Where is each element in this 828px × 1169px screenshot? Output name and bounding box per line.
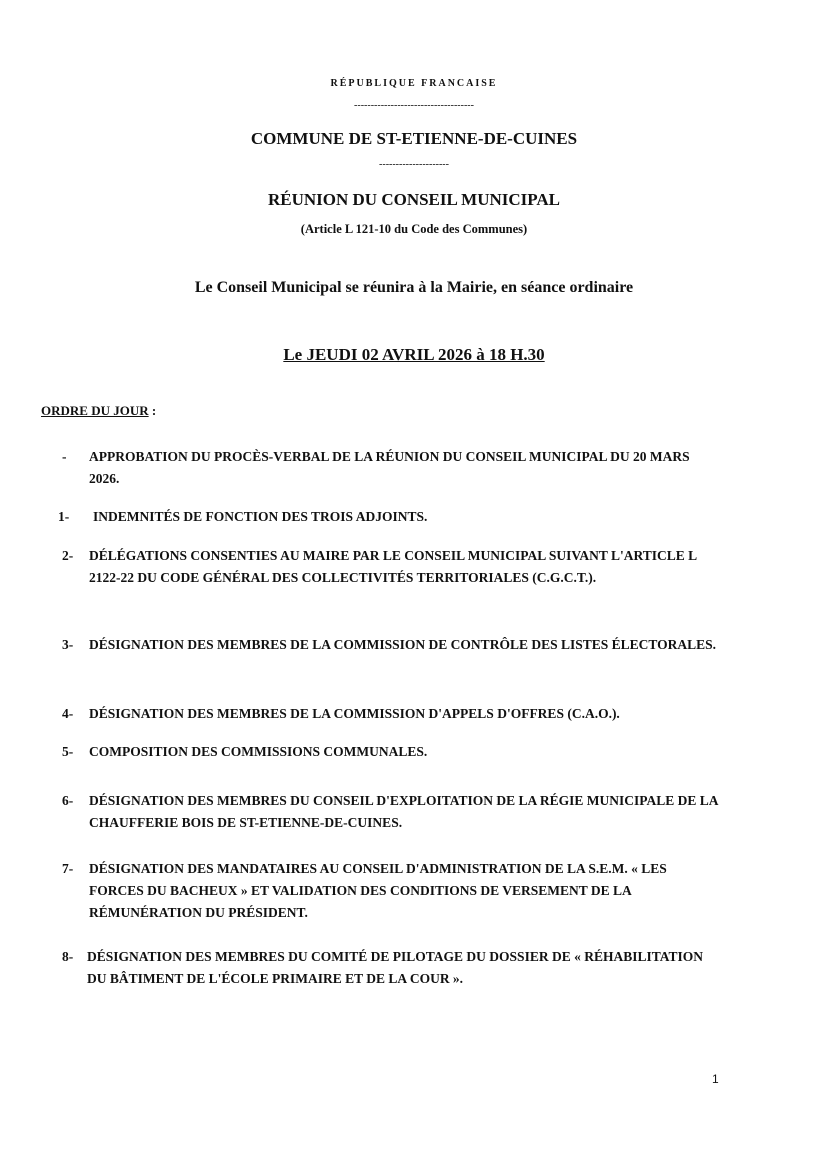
agenda-item-text: INDEMNITÉS DE FONCTION DES TROIS ADJOINTS. bbox=[93, 509, 428, 524]
meeting-announcement: Le Conseil Municipal se réunira à la Mairie, en séance ordinaire bbox=[194, 279, 634, 296]
agenda-item-number: - bbox=[62, 449, 67, 464]
agenda-item-text: DÉSIGNATION DES MEMBRES DE LA COMMISSION DE CONTRÔLE DES LISTES ÉLECTORALES. bbox=[89, 637, 717, 652]
legal-reference: (Article L 121-10 du Code des Communes) bbox=[300, 222, 528, 236]
agenda-item bbox=[62, 790, 722, 834]
agenda-item-number: 5- bbox=[62, 744, 74, 759]
agenda-item-text: APPROBATION DU PROCÈS-VERBAL DE LA RÉUNION DU CONSEIL MUNICIPAL DU 20 MARS 2026. bbox=[89, 449, 690, 486]
agenda-item bbox=[62, 703, 722, 725]
agenda-item bbox=[62, 634, 722, 656]
agenda-heading-colon: : bbox=[148, 403, 157, 418]
agenda-item-text: DÉLÉGATIONS CONSENTIES AU MAIRE PAR LE CONSEIL MUNICIPAL SUIVANT L'ARTICLE L 2122-22 DU CODE GÉNÉRAL DES COLLECTIVITÉS TERRITORIALES (C.G.C.T.). bbox=[89, 548, 697, 585]
meeting-date: Le JEUDI 02 AVRIL 2026 à 18 H.30 bbox=[283, 345, 545, 364]
agenda-heading-label: ORDRE DU JOUR bbox=[41, 403, 149, 418]
agenda-item-number: 6- bbox=[62, 793, 74, 808]
agenda-heading bbox=[41, 403, 156, 419]
page-number: 1 bbox=[712, 1072, 719, 1086]
agenda-item-number: 1- bbox=[58, 509, 70, 524]
agenda-item bbox=[62, 741, 722, 763]
agenda-item bbox=[62, 446, 722, 490]
agenda-item-number: 3- bbox=[62, 637, 74, 652]
commune-title: COMMUNE DE ST-ETIENNE-DE-CUINES bbox=[250, 129, 578, 148]
agenda-item-text: DÉSIGNATION DES MEMBRES DE LA COMMISSION D'APPELS D'OFFRES (C.A.O.). bbox=[89, 706, 620, 721]
agenda-item-number: 2- bbox=[62, 548, 74, 563]
agenda-item bbox=[58, 506, 722, 528]
agenda-item-text: COMPOSITION DES COMMISSIONS COMMUNALES. bbox=[89, 744, 428, 759]
agenda-item-number: 4- bbox=[62, 706, 74, 721]
agenda-item-number: 8- bbox=[62, 949, 74, 964]
agenda-item-text: DÉSIGNATION DES MANDATAIRES AU CONSEIL D'ADMINISTRATION DE LA S.E.M. « LES FORCES DU BACHEUX » ET VALIDATION DES CONDITIONS DE VERSEMENT DE LA RÉMUNÉRATION DU PRÉSIDENT. bbox=[89, 861, 667, 920]
separator-line-short: --------------------- bbox=[379, 159, 449, 170]
separator-line: ------------------------------------ bbox=[354, 100, 474, 111]
republic-heading: RÉPUBLIQUE FRANCAISE bbox=[330, 78, 498, 89]
agenda-item-text: DÉSIGNATION DES MEMBRES DU CONSEIL D'EXPLOITATION DE LA RÉGIE MUNICIPALE DE LA CHAUFFERIE BOIS DE ST-ETIENNE-DE-CUINES. bbox=[89, 793, 718, 830]
agenda-item-number: 7- bbox=[62, 861, 74, 876]
agenda-item bbox=[62, 946, 722, 990]
agenda-item bbox=[62, 545, 722, 589]
agenda-item bbox=[62, 858, 722, 924]
agenda-item-text: DÉSIGNATION DES MEMBRES DU COMITÉ DE PILOTAGE DU DOSSIER DE « RÉHABILITATION DU BÂTIMENT DE L'ÉCOLE PRIMAIRE ET DE LA COUR ». bbox=[87, 949, 703, 986]
meeting-title: RÉUNION DU CONSEIL MUNICIPAL bbox=[267, 190, 561, 209]
